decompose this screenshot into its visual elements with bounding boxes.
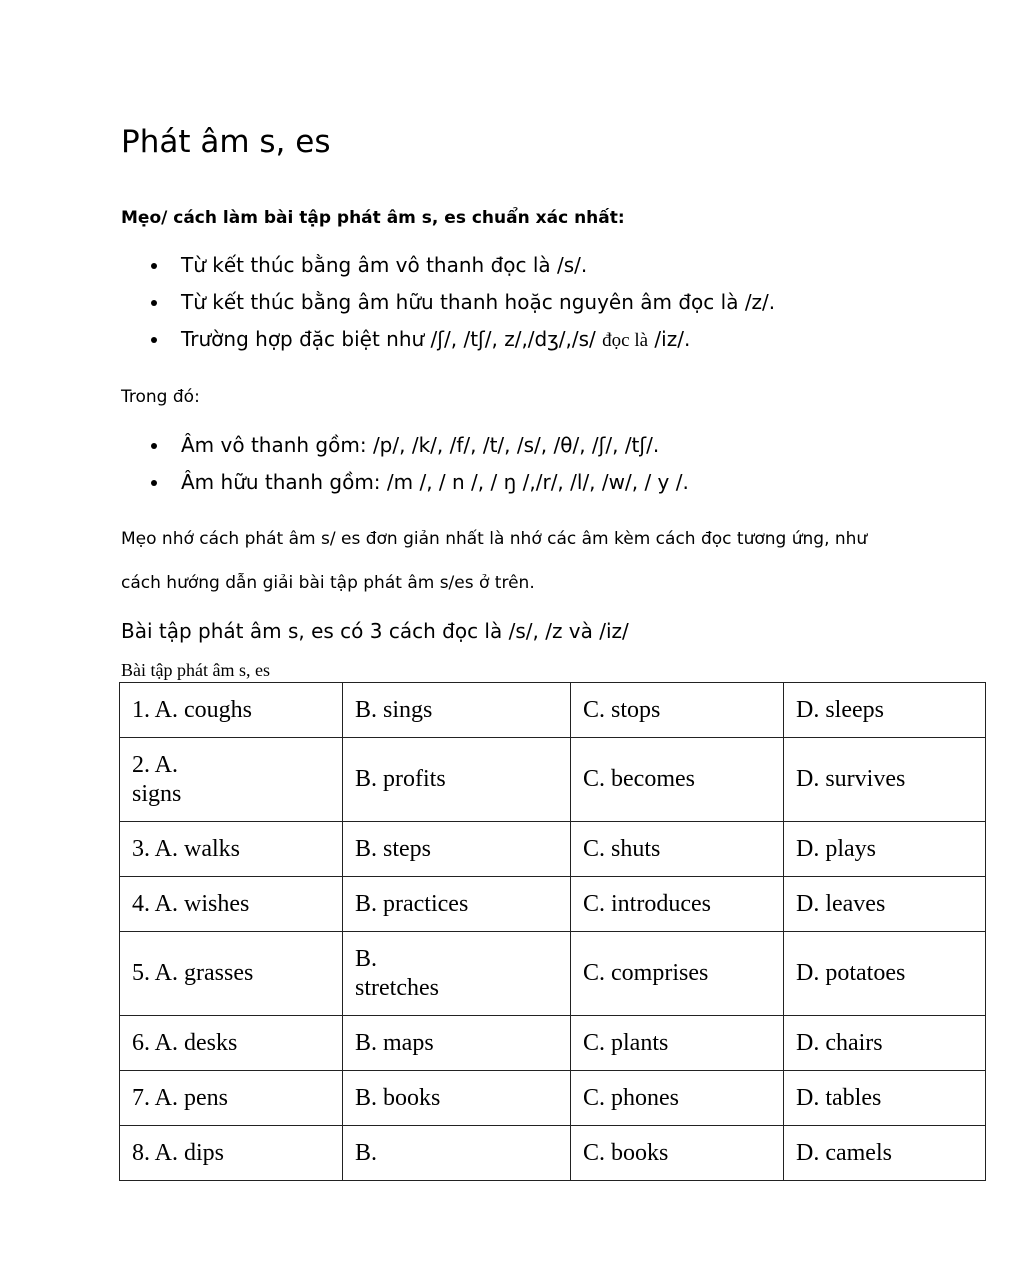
list-item — [121, 321, 775, 359]
table-cell: B. books — [343, 1071, 571, 1126]
table-cell-text: B. stretches — [355, 945, 439, 1001]
table-cell: D. camels — [784, 1126, 986, 1181]
table-cell: 1. A. coughs — [120, 683, 343, 738]
table-cell: C. books — [571, 1126, 784, 1181]
memo-line-1: Mẹo nhớ cách phát âm s/ es đơn giản nhất là nhớ các âm kèm cách đọc tương ứng, như — [121, 529, 868, 549]
table-cell: C. phones — [571, 1071, 784, 1126]
table-row — [120, 877, 986, 932]
table-row — [120, 1071, 986, 1126]
table-cell: D. potatoes — [784, 932, 986, 1016]
table-cell: C. shuts — [571, 822, 784, 877]
table-cell: B. maps — [343, 1016, 571, 1071]
table-cell: 7. A. pens — [120, 1071, 343, 1126]
table-cell: D. sleeps — [784, 683, 986, 738]
table-cell-text: 2. A. signs — [132, 751, 182, 807]
list-item-text-serif: đọc là — [602, 330, 649, 351]
table-caption: Bài tập phát âm s, es — [121, 660, 270, 680]
list-item: Âm vô thanh gồm: /p/, /k/, /f/, /t/, /s/, /θ/, /ʃ/, /tʃ/. — [121, 427, 689, 464]
where-label: Trong đó: — [121, 387, 200, 407]
table-row — [120, 1016, 986, 1071]
table-row — [120, 738, 986, 822]
list-item: Từ kết thúc bằng âm hữu thanh hoặc nguyên âm đọc là /z/. — [121, 284, 775, 321]
exercise-table — [119, 682, 986, 1181]
list-item: Âm hữu thanh gồm: /m /, / n /, / ŋ /,/r/, /l/, /w/, / y /. — [121, 464, 689, 501]
table-cell: 5. A. grasses — [120, 932, 343, 1016]
table-cell: C. plants — [571, 1016, 784, 1071]
table-cell: B. profits — [343, 738, 571, 822]
table-cell: 8. A. dips — [120, 1126, 343, 1181]
table-cell: B. steps — [343, 822, 571, 877]
tips-list — [121, 247, 775, 359]
table-cell — [120, 738, 343, 822]
table-cell: C. becomes — [571, 738, 784, 822]
table-cell: D. tables — [784, 1071, 986, 1126]
table-cell: D. survives — [784, 738, 986, 822]
table-cell: B. — [343, 1126, 571, 1181]
exercise-heading: Bài tập phát âm s, es có 3 cách đọc là /s/, /z và /iz/ — [121, 619, 629, 643]
memo-line-2: cách hướng dẫn giải bài tập phát âm s/es ở trên. — [121, 573, 535, 593]
table-row — [120, 822, 986, 877]
list-item-text: Trường hợp đặc biệt như /ʃ/, /tʃ/, z/,/dʒ/,/s/ — [181, 327, 596, 351]
table-cell: 4. A. wishes — [120, 877, 343, 932]
table-row — [120, 932, 986, 1016]
table-cell: D. chairs — [784, 1016, 986, 1071]
page-title: Phát âm s, es — [121, 124, 331, 160]
table-cell: 3. A. walks — [120, 822, 343, 877]
table-cell: B. sings — [343, 683, 571, 738]
table-cell: D. plays — [784, 822, 986, 877]
table-cell: 6. A. desks — [120, 1016, 343, 1071]
table-cell: B. practices — [343, 877, 571, 932]
where-list — [121, 427, 689, 501]
table-cell — [343, 932, 571, 1016]
table-row — [120, 683, 986, 738]
table-cell: C. introduces — [571, 877, 784, 932]
tips-heading: Mẹo/ cách làm bài tập phát âm s, es chuẩn xác nhất: — [121, 208, 625, 228]
table-cell: C. comprises — [571, 932, 784, 1016]
table-row — [120, 1126, 986, 1181]
table-cell: C. stops — [571, 683, 784, 738]
list-item-text: /iz/. — [654, 327, 691, 351]
list-item: Từ kết thúc bằng âm vô thanh đọc là /s/. — [121, 247, 775, 284]
table-cell: D. leaves — [784, 877, 986, 932]
